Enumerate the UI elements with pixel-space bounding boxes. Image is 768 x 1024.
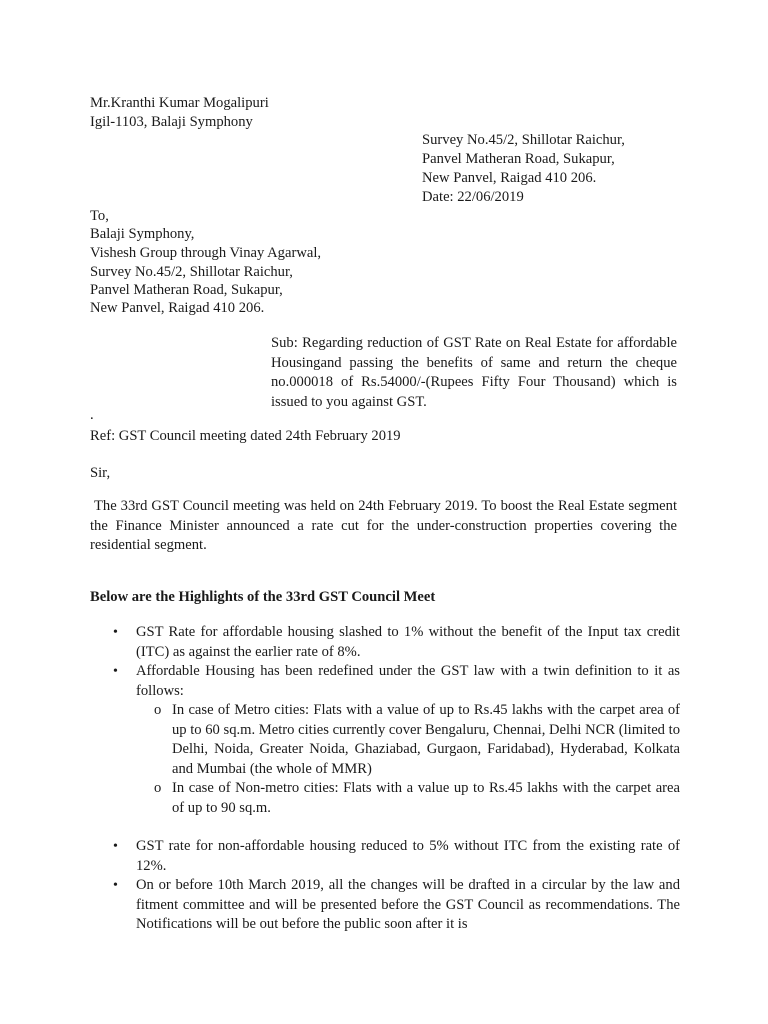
- list-spacer: [90, 818, 680, 837]
- list-item-text: GST Rate for affordable housing slashed to 1% without the benefit of the Input tax credit (ITC) as against the earlier rate of 8%.: [136, 624, 680, 660]
- list-item: [90, 876, 680, 935]
- list-item-text: GST rate for non-affordable housing reduced to 5% without ITC from the existing rate of 12%.: [136, 838, 680, 874]
- greeting: Sir,: [90, 465, 111, 481]
- subject-paragraph: Sub: Regarding reduction of GST Rate on Real Estate for affordable Housingand passing the benefits of same and return the cheque no.000018 of Rs.54000/-(Rupees Fifty Four Thousand) which is issued to you against GST.: [271, 335, 677, 410]
- sender-flat: Igil-1103, Balaji Symphony: [90, 114, 253, 130]
- bullet-icon: •: [113, 878, 118, 893]
- list-item: [90, 623, 680, 662]
- bullet-icon: •: [113, 625, 118, 640]
- intro-paragraph: The 33rd GST Council meeting was held on 24th February 2019. To boost the Real Estate segment the Finance Minister announced a rate cut for the under-construction properties covering the residential segment.: [90, 498, 677, 553]
- highlights-list: [90, 623, 680, 935]
- recipient-line: Balaji Symphony,: [90, 226, 195, 242]
- sub-list-item: [90, 779, 680, 818]
- reference-line: Ref: GST Council meeting dated 24th February 2019: [90, 428, 401, 444]
- sender-address-line: New Panvel, Raigad 410 206.: [422, 170, 597, 186]
- recipient-line: Survey No.45/2, Shillotar Raichur,: [90, 264, 293, 280]
- recipient-line: Vishesh Group through Vinay Agarwal,: [90, 245, 322, 261]
- sub-bullet-icon: o: [154, 702, 162, 718]
- sender-address-line: Survey No.45/2, Shillotar Raichur,: [422, 132, 625, 148]
- sub-bullet-icon: o: [154, 780, 162, 796]
- recipient-line: Panvel Matheran Road, Sukapur,: [90, 282, 283, 298]
- sub-list-item: [90, 701, 680, 779]
- sub-list-item-text: In case of Metro cities: Flats with a value of up to Rs.45 lakhs with the carpet area of up to 60 sq.m. Metro cities currently cover Bengaluru, Chennai, Delhi NCR (limited to Delhi, Noida, Greater Noida, Ghaziabad, Gurgaon, Faridabad), Hyderabad, Kolkata and Mumbai (the whole of MMR): [172, 702, 680, 777]
- sender-address-line: Panvel Matheran Road, Sukapur,: [422, 151, 615, 167]
- sender-name: Mr.Kranthi Kumar Mogalipuri: [90, 95, 269, 111]
- list-item-text: Affordable Housing has been redefined under the GST law with a twin definition to it as follows:: [136, 663, 680, 699]
- highlights-heading: [90, 588, 435, 608]
- list-item: [90, 662, 680, 701]
- highlights-heading-text: Below are the Highlights of the 33rd GST Council Meet: [90, 589, 436, 605]
- list-item-text: On or before 10th March 2019, all the changes will be drafted in a circular by the law and fitment committee and will be presented before the GST Council as recommendations. The Notifications will be out before the public soon after it is: [136, 877, 680, 932]
- bullet-icon: •: [113, 664, 118, 679]
- bullet-icon: •: [113, 839, 118, 854]
- sub-list-item-text: In case of Non-metro cities: Flats with a value up to Rs.45 lakhs with the carpet area of up to 90 sq.m.: [172, 780, 680, 816]
- recipient-line: New Panvel, Raigad 410 206.: [90, 300, 265, 316]
- to-label: To,: [90, 208, 109, 224]
- letter-date: Date: 22/06/2019: [422, 189, 524, 205]
- list-item: [90, 837, 680, 876]
- stray-dot-mark: .: [90, 407, 94, 423]
